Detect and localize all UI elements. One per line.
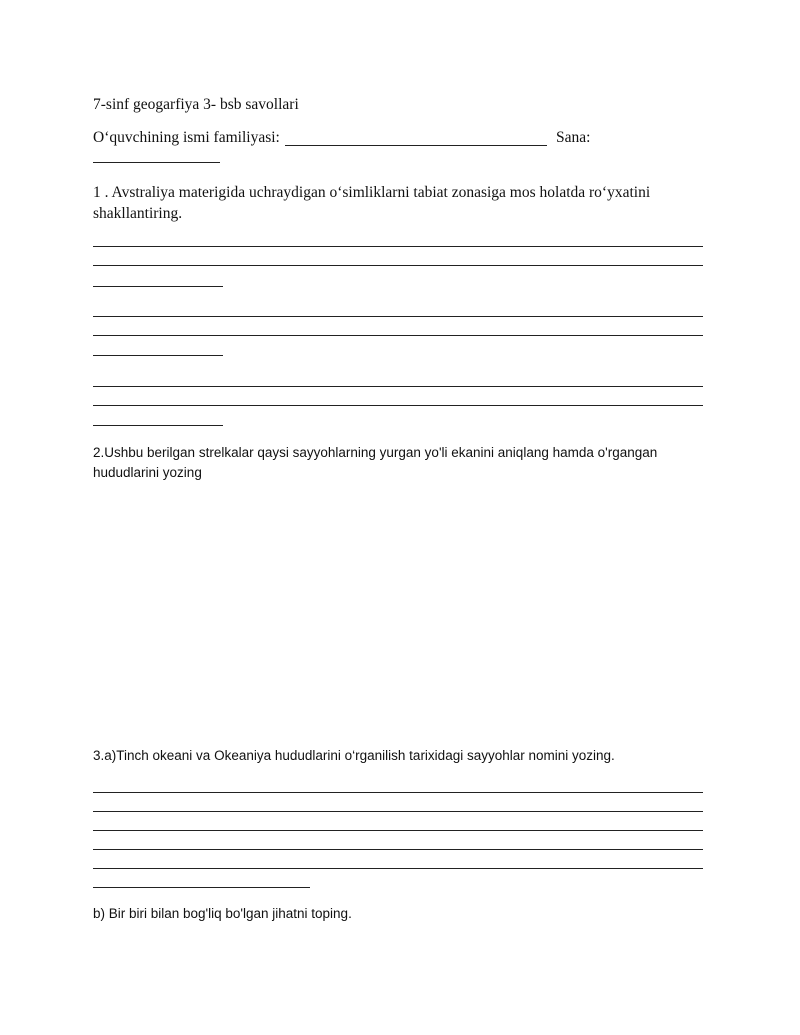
question-1-text: 1 . Avstraliya materigida uchraydigan o‘simliklarni tabiat zonasiga mos holatda ro‘yxatini shakllantiring. — [93, 184, 651, 222]
student-name-field[interactable] — [285, 145, 547, 146]
answer-line[interactable] — [93, 355, 223, 356]
answer-line[interactable] — [93, 887, 310, 888]
answer-line[interactable] — [93, 405, 703, 406]
question-2-text: 2.Ushbu berilgan strelkalar qaysi sayyohlarning yurgan yo'li ekanini aniqlang hamda o'rgangan hududlarini yozing — [93, 445, 658, 480]
answer-line[interactable] — [93, 830, 703, 831]
answer-line[interactable] — [93, 386, 703, 387]
question-3a-text: 3.a)Tinch okeani va Okeaniya hududlarini o‘rganilish tarixidagi sayyohlar nomini yozing. — [93, 748, 615, 763]
answer-line[interactable] — [93, 316, 703, 317]
worksheet-title: 7-sinf geogarfiya 3- bsb savollari — [93, 96, 299, 113]
answer-line[interactable] — [93, 425, 223, 426]
answer-line[interactable] — [93, 265, 703, 266]
answer-line[interactable] — [93, 286, 223, 287]
date-label: Sana: — [556, 129, 591, 146]
answer-line[interactable] — [93, 868, 703, 869]
answer-line[interactable] — [93, 792, 703, 793]
answer-line[interactable] — [93, 246, 703, 247]
answer-line[interactable] — [93, 849, 703, 850]
date-field[interactable] — [93, 162, 220, 163]
answer-line[interactable] — [93, 335, 703, 336]
answer-line[interactable] — [93, 811, 703, 812]
question-3b-text: b) Bir biri bilan bog'liq bo'lgan jihatni toping. — [93, 906, 352, 921]
student-name-label: O‘quvchining ismi familiyasi: — [93, 129, 280, 146]
